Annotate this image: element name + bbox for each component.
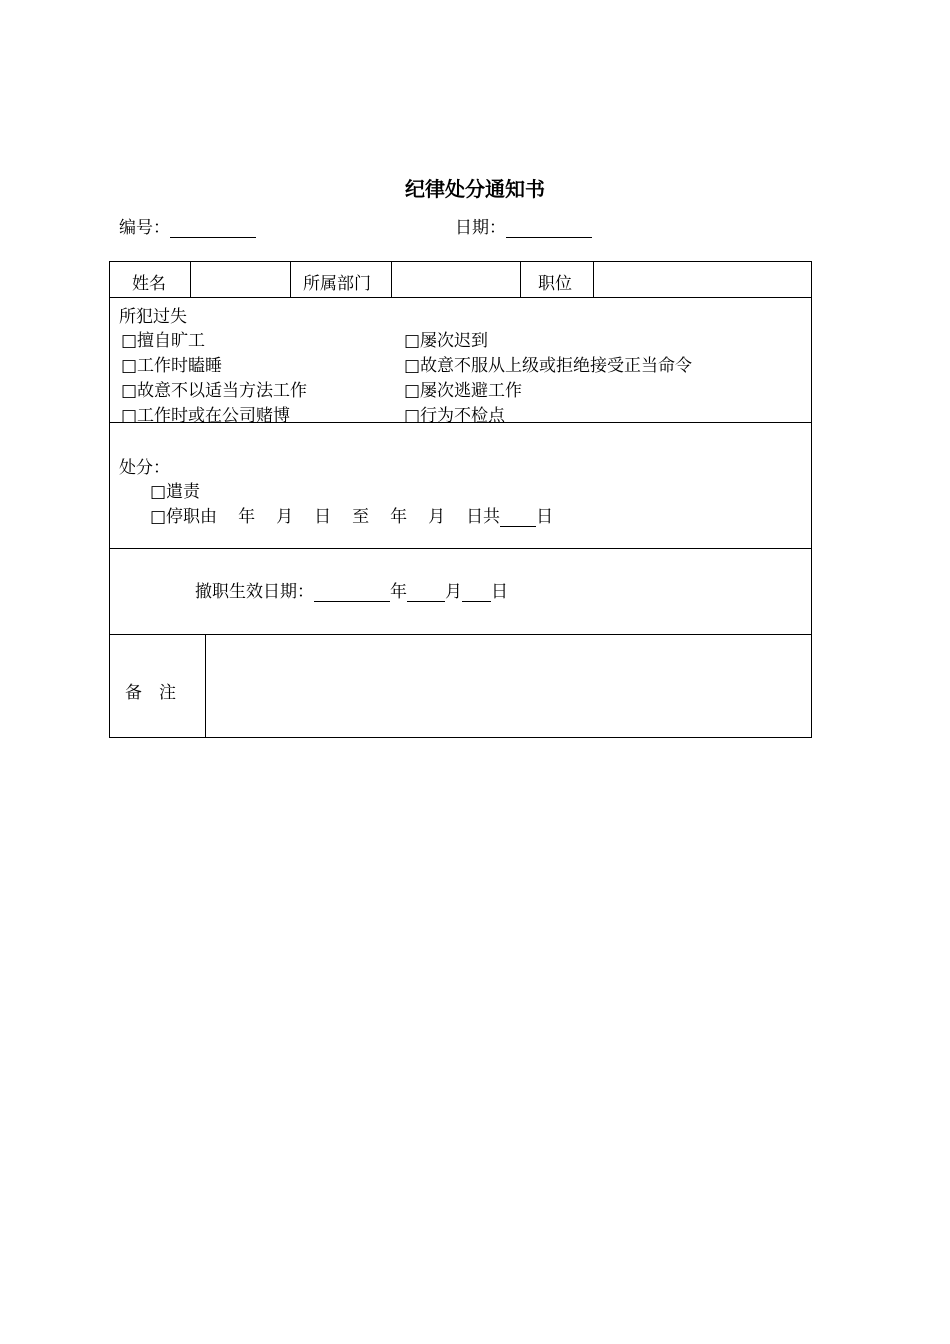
month-label: 月 [276, 507, 294, 527]
dismissal-label: 撤职生效日期： [195, 582, 314, 602]
remarks-label: 备 注 [125, 683, 176, 703]
fault-checkbox[interactable]: □屡次迟到 [404, 331, 489, 351]
name-label: 姓名 [132, 274, 166, 294]
date-field [455, 213, 592, 238]
col-divider [290, 262, 291, 297]
fault-checkbox[interactable]: □工作时或在公司赌博 [121, 406, 291, 426]
year-label: 年 [390, 582, 407, 602]
day-label: 日 [314, 507, 332, 527]
row-divider [110, 548, 811, 549]
day-total-label: 日共 [466, 507, 501, 527]
page-title: 纪律处分通知书 [405, 177, 545, 201]
position-label: 职位 [538, 274, 572, 294]
date-label: 日期： [455, 218, 506, 238]
dismissal-line [195, 577, 508, 602]
position-input-cell[interactable] [594, 263, 810, 296]
name-input-cell[interactable] [191, 263, 290, 296]
dismissal-year-blank[interactable] [314, 583, 390, 602]
number-field [119, 213, 256, 238]
dismissal-day-blank[interactable] [462, 583, 491, 602]
number-blank[interactable] [170, 219, 256, 238]
month-label: 月 [445, 582, 462, 602]
dept-label: 所属部门 [303, 274, 371, 294]
dept-input-cell[interactable] [392, 263, 520, 296]
days-blank[interactable] [500, 508, 536, 527]
fault-checkbox[interactable]: □故意不服从上级或拒绝接受正当命令 [404, 356, 693, 376]
reprimand-checkbox[interactable]: □遣责 [150, 482, 201, 502]
dismissal-month-blank[interactable] [407, 583, 445, 602]
fault-checkbox[interactable]: □屡次逃避工作 [404, 381, 523, 401]
suspension-checkbox[interactable]: □停职由 [150, 507, 218, 527]
faults-heading: 所犯过失 [119, 307, 187, 327]
suspension-line [150, 502, 553, 527]
remarks-input-cell[interactable] [206, 635, 810, 737]
number-label: 编号： [119, 218, 170, 238]
date-blank[interactable] [506, 219, 592, 238]
fault-checkbox[interactable]: □故意不以适当方法工作 [121, 381, 308, 401]
year-label: 年 [238, 507, 256, 527]
month-label: 月 [428, 507, 446, 527]
penalty-heading: 处分： [119, 458, 170, 478]
day-label: 日 [491, 582, 508, 602]
col-divider [520, 262, 521, 297]
row-divider [110, 297, 811, 298]
year-label: 年 [390, 507, 408, 527]
day-label: 日 [536, 507, 554, 527]
to-label: 至 [352, 507, 370, 527]
fault-checkbox[interactable]: □擅自旷工 [121, 331, 206, 351]
fault-checkbox[interactable]: □工作时瞌睡 [121, 356, 223, 376]
form-table [109, 261, 812, 738]
fault-checkbox[interactable]: □行为不检点 [404, 406, 506, 426]
